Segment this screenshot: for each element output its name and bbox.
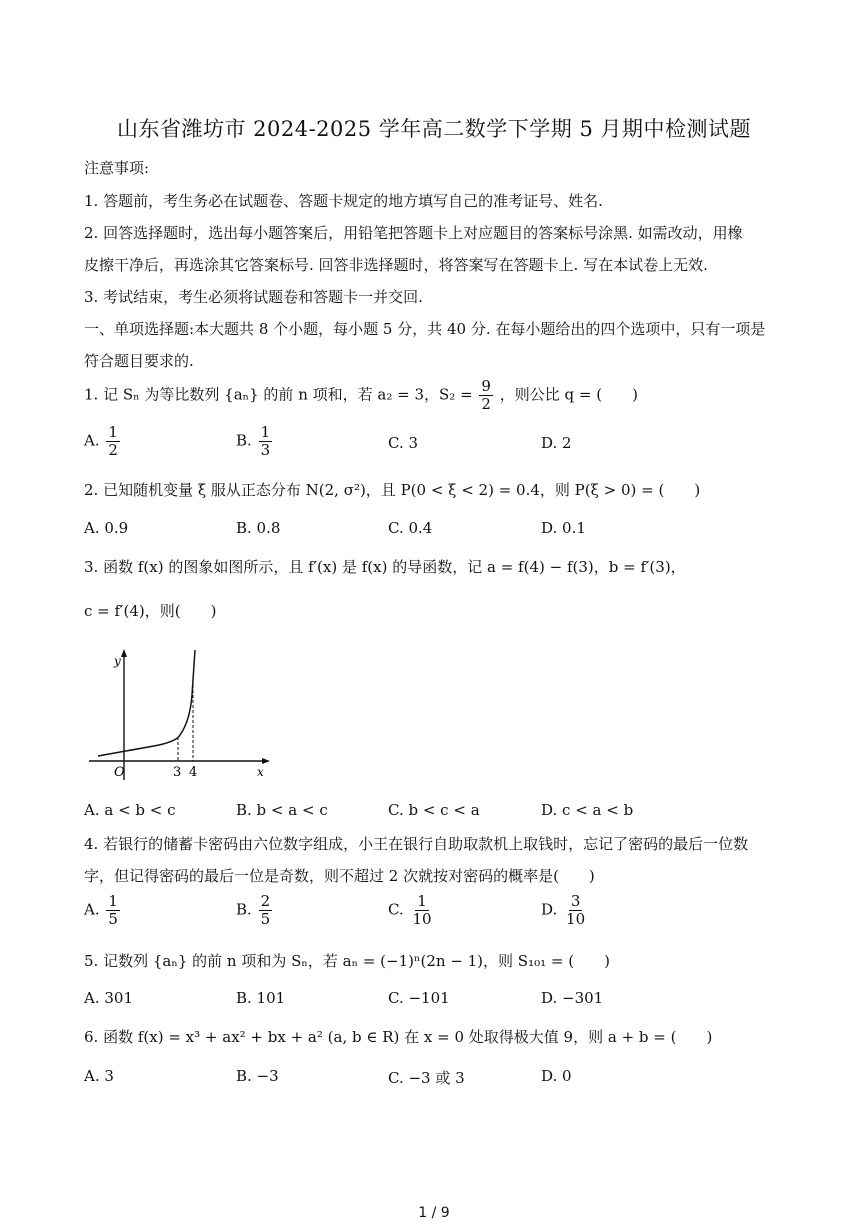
option-a: A. 3 xyxy=(84,1067,114,1085)
option-a xyxy=(84,893,122,928)
fraction xyxy=(479,378,493,413)
question-2: 2. 已知随机变量 ξ 服从正态分布 N(2, σ²)，且 P(0 < ξ < 2) = 0.4，则 P(ξ > 0) = ( ) xyxy=(84,481,701,499)
notice-item: 1. 答题前，考生务必在试题卷、答题卡规定的地方填写自己的准考证号、姓名. xyxy=(84,192,603,210)
tick-4-label: 4 xyxy=(189,765,198,780)
fraction-denominator: 10 xyxy=(412,910,432,928)
option-b xyxy=(236,893,274,928)
page-title: 山东省潍坊市 2024-2025 学年高二数学下学期 5 月期中检测试题 xyxy=(116,117,752,141)
tick-3-label: 3 xyxy=(173,765,182,780)
page-number: 1 / 9 xyxy=(418,1205,450,1221)
option-b xyxy=(236,424,274,459)
option-label: B. xyxy=(236,431,252,450)
option-a xyxy=(84,424,122,459)
question-1-tail: ，则公比 q = ( ) xyxy=(499,385,638,404)
option-d: D. c < a < b xyxy=(541,801,634,819)
question-3-cont: c = f′(4)，则( ) xyxy=(84,602,217,620)
option-b: B. −3 xyxy=(236,1067,279,1085)
y-axis-arrow xyxy=(121,649,127,657)
fraction-denominator: 10 xyxy=(566,910,586,928)
fraction-denominator: 2 xyxy=(108,441,118,459)
option-c: C. −101 xyxy=(388,989,450,1007)
option-d: D. 0.1 xyxy=(541,519,586,537)
fraction-numerator: 1 xyxy=(108,423,118,441)
section-heading-cont: 符合题目要求的. xyxy=(84,352,194,370)
fraction xyxy=(564,893,587,928)
fraction-numerator: 1 xyxy=(108,892,118,910)
fraction xyxy=(106,893,120,928)
x-axis-arrow xyxy=(262,758,270,764)
y-label: y xyxy=(114,654,121,668)
option-d: D. 0 xyxy=(541,1067,572,1085)
option-a: A. 301 xyxy=(84,989,133,1007)
fraction-numerator: 1 xyxy=(417,892,427,910)
option-label: A. xyxy=(84,900,100,919)
notice-item: 2. 回答选择题时，选出每小题答案后，用铅笔把答题卡上对应题目的答案标号涂黑. 如需改动，用橡 xyxy=(84,224,743,242)
option-b: B. 101 xyxy=(236,989,286,1007)
option-c: C. −3 或 3 xyxy=(388,1069,465,1087)
fraction-numerator: 9 xyxy=(481,377,491,395)
option-a: A. a < b < c xyxy=(84,801,176,819)
option-c: C. 3 xyxy=(388,434,419,452)
option-a: A. 0.9 xyxy=(84,519,129,537)
notice-item: 皮擦干净后，再选涂其它答案标号. 回答非选择题时，将答案写在答题卡上. 写在本试卷上无效. xyxy=(84,256,708,274)
option-d: D. 2 xyxy=(541,434,572,452)
question-3: 3. 函数 f(x) 的图象如图所示，且 f′(x) 是 f(x) 的导函数，记 a = f(4) − f(3)，b = f′(3)， xyxy=(84,558,686,576)
fraction-denominator: 2 xyxy=(481,395,491,413)
fraction-numerator: 2 xyxy=(260,892,271,910)
fraction xyxy=(259,424,273,459)
function-graph xyxy=(84,645,274,785)
option-label: B. xyxy=(236,900,252,919)
fraction-numerator: 1 xyxy=(260,423,271,441)
option-c: C. 0.4 xyxy=(388,519,433,537)
origin-label: O xyxy=(114,765,125,780)
option-label: A. xyxy=(84,431,100,450)
option-label: C. xyxy=(388,900,404,919)
fraction xyxy=(106,424,120,459)
question-1-text: 1. 记 Sₙ 为等比数列 {aₙ} 的前 n 项和，若 a₂ = 3，S₂ = xyxy=(84,385,473,404)
question-5: 5. 记数列 {aₙ} 的前 n 项和为 Sₙ，若 aₙ = (−1)ⁿ(2n − 1)，则 S₁₀₁ = ( ) xyxy=(84,952,610,970)
question-1 xyxy=(84,378,638,413)
fraction-denominator: 3 xyxy=(260,441,271,459)
fraction xyxy=(411,893,434,928)
section-heading: 一、单项选择题:本大题共 8 个小题，每小题 5 分，共 40 分. 在每小题给出的四个选项中，只有一项是 xyxy=(84,320,766,338)
notice-heading: 注意事项: xyxy=(84,159,150,177)
fraction-denominator: 5 xyxy=(260,910,271,928)
option-d: D. −301 xyxy=(541,989,604,1007)
fraction xyxy=(259,893,273,928)
x-label: x xyxy=(257,765,264,779)
option-c: C. b < c < a xyxy=(388,801,480,819)
option-b: B. 0.8 xyxy=(236,519,281,537)
option-b: B. b < a < c xyxy=(236,801,328,819)
question-4: 4. 若银行的储蓄卡密码由六位数字组成，小王在银行自助取款机上取钱时，忘记了密码的最后一位数 xyxy=(84,835,749,853)
fraction-numerator: 3 xyxy=(570,892,581,910)
question-4-cont: 字，但记得密码的最后一位是奇数，则不超过 2 次就按对密码的概率是( ) xyxy=(84,867,595,885)
question-6: 6. 函数 f(x) = x³ + ax² + bx + a² (a, b ∈ R) 在 x = 0 处取得极大值 9，则 a + b = ( ) xyxy=(84,1028,713,1046)
fraction-denominator: 5 xyxy=(108,910,118,928)
notice-item: 3. 考试结束，考生必须将试题卷和答题卡一并交回. xyxy=(84,288,423,306)
function-curve xyxy=(98,650,195,756)
option-c xyxy=(388,893,436,928)
option-label: D. xyxy=(541,900,558,919)
option-d xyxy=(541,893,589,928)
